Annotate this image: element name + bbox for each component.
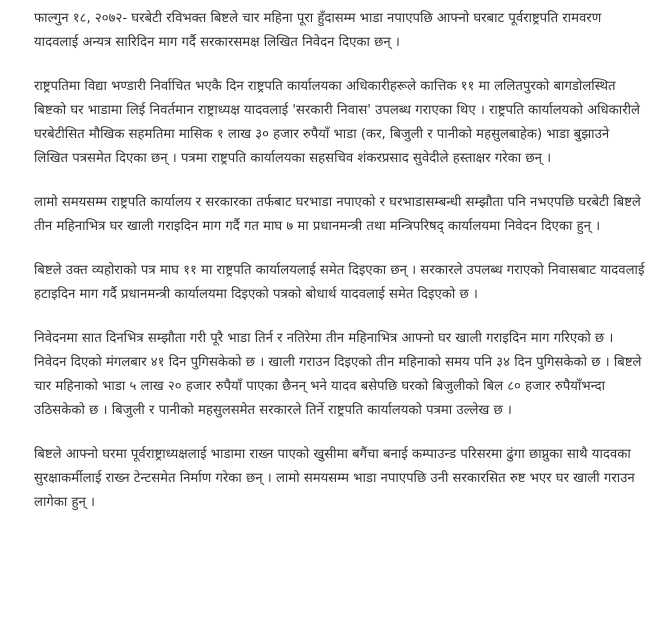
article-paragraph: राष्ट्रपतिमा विद्या भण्डारी निर्वाचित भएकै दिन राष्ट्रपति कार्यालयका अधिकारीहरूले कात्तिक ११ मा ललितपुरको बागडोलस्थित बिष्टको घर भाडामा लिई निवर्तमान राष्ट्राध्यक्ष यादवलाई 'सरकारी निवास' उपलब्ध गराएका थिए । राष्ट्रपति कार्यालयको अधिकारीले घरबेटीसित मौखिक सहमतिमा मासिक १ लाख ३० हजार रुपैयाँ भाडा (कर, बिजुली र पानीको महसुलबाहेक) भाडा बुझाउने लिखित पत्रसमेत दिएका छन् । पत्रमा राष्ट्रपति कार्यालयका सहसचिव शंकरप्रसाद सुवेदीले हस्ताक्षर गरेका छन् । bbox=[34, 79, 640, 166]
article-paragraph: निवेदनमा सात दिनभित्र सम्झौता गरी पूरै भाडा तिर्न र नतिरेमा तीन महिनाभित्र आफ्नो घर खाली गराइदिन माग गरिएको छ । निवेदन दिएको मंगलबार ४१ दिन पुगिसकेको छ । खाली गराउन दिइएको तीन महिनाको समय पनि ३४ दिन पुगिसकेको छ । बिष्टले चार महिनाको भाडा ५ लाख २० हजार रुपैयाँ पाएका छैनन् भने यादव बसेपछि घरको बिजुलीको बिल ८० हजार रुपैयाँभन्दा उठिसकेको छ । बिजुली र पानीको महसुलसमेत सरकारले तिर्ने राष्ट्रपति कार्यालयको पत्रमा उल्लेख छ । bbox=[34, 331, 642, 418]
article-paragraph: बिष्टले उक्त व्यहोराको पत्र माघ ११ मा राष्ट्रपति कार्यालयलाई समेत दिइएका छन् । सरकारले उपलब्ध गराएको निवासबाट यादवलाई हटाइदिन माग गर्दै प्रधानमन्त्री कार्यालयमा दिइएको पत्रको बोधार्थ यादवलाई समेत दिइएको छ । bbox=[34, 263, 645, 302]
article-paragraph: फाल्गुन १८, २०७२- घरबेटी रविभक्त बिष्टले चार महिना पूरा हुँदासम्म भाडा नपाएपछि आफ्नो घरबाट पूर्वराष्ट्रपति रामवरण यादवलाई अन्यत्र सारिदिन माग गर्दै सरकारसमक्ष लिखित निवेदन दिएका छन् । bbox=[34, 11, 602, 50]
news-article bbox=[34, 7, 646, 515]
article-paragraph: लामो समयसम्म राष्ट्रपति कार्यालय र सरकारका तर्फबाट घरभाडा नपाएको र घरभाडासम्बन्धी सम्झौता पनि नभएपछि घरबेटी बिष्टले तीन महिनाभित्र घर खाली गराइदिन माग गर्दै गत माघ ७ मा प्रधानमन्त्री तथा मन्त्रिपरिषद् कार्यालयमा निवेदन दिएका हुन् । bbox=[34, 195, 641, 234]
article-paragraph: बिष्टले आफ्नो घरमा पूर्वराष्ट्राध्यक्षलाई भाडामा राख्न पाएको खुसीमा बगैंचा बनाई कम्पाउन्ड परिसरमा ढुंगा छाप्नुका साथै यादवका सुरक्षाकर्मीलाई राख्न टेन्टसमेत निर्माण गरेका छन् । लामो समयसम्म भाडा नपाएपछि उनी सरकारसित रुष्ट भएर घर खाली गराउन लागेका हुन् । bbox=[34, 447, 635, 510]
